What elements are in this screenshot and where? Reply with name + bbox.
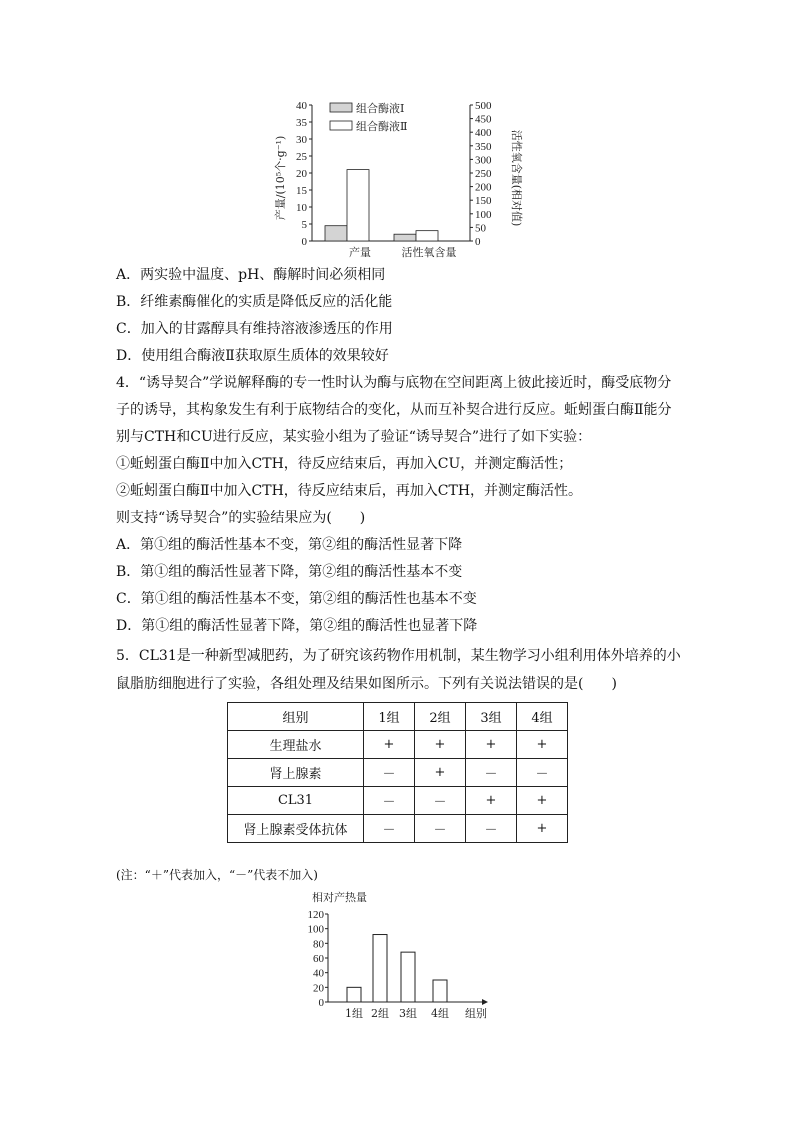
q5-stem-line: 5．CL31是一种新型减肥药，为了研究该药物作用机制，某生物学习小组利用体外培养的小	[116, 648, 681, 664]
table-cell: +	[415, 759, 466, 787]
table-row-label: 肾上腺素	[228, 759, 364, 787]
chart2-tick-label: 40	[313, 967, 324, 980]
chart1-right-axis-label: 活性氧含量(相对值)	[510, 129, 523, 227]
chart1-right-tick-label: 300	[475, 154, 492, 167]
chart1-bar-1-2	[394, 234, 416, 241]
chart2-category-label: 3组	[399, 1007, 417, 1020]
chart2-tick-label: 80	[313, 938, 324, 951]
chart1-right-tick-label: 150	[475, 195, 492, 208]
chart1-left-axis-label: 产量/(10⁵个·g⁻¹)	[274, 135, 287, 221]
table-row-label: 肾上腺素受体抗体	[228, 815, 364, 843]
table-row	[228, 815, 568, 843]
table-note: (注：“＋”代表加入，“－”代表不加入)	[116, 868, 318, 882]
q3-option-b: B．纤维素酶催化的实质是降低反应的活化能	[116, 294, 393, 310]
legend-label-2: 组合酶液Ⅱ	[356, 120, 408, 133]
q4-stem-line: 4．“诱导契合”学说解释酶的专一性时认为酶与底物在空间距离上彼此接近时，酶受底物分	[116, 375, 672, 391]
table-cell: +	[517, 815, 568, 843]
q4-stem-line: 则支持“诱导契合”的实验结果应为( )	[116, 510, 366, 526]
chart1-left-tick-label: 20	[296, 168, 307, 180]
chart2-bar-3	[401, 952, 415, 1002]
chart2-bars	[345, 935, 449, 1020]
chart2-category-label: 1组	[345, 1007, 363, 1020]
table-row	[228, 787, 568, 815]
q4-stem-line: ①蚯蚓蛋白酶Ⅱ中加入CTH，待反应结束后，再加入CU，并测定酶活性；	[116, 456, 573, 472]
chart2-y-ticks	[308, 909, 329, 1009]
chart1-legend	[330, 101, 407, 133]
chart1-bars	[325, 170, 438, 241]
table-cell: +	[415, 731, 466, 759]
table-header-cell: 1组	[364, 703, 415, 731]
table-cell: +	[517, 787, 568, 815]
chart2-x-axis-arrow	[482, 999, 488, 1005]
q4-stem-line: 别与CTH和CU进行反应，某实验小组为了验证“诱导契合”进行了如下实验：	[116, 429, 592, 445]
q4-option-a: A．第①组的酶活性基本不变，第②组的酶活性显著下降	[116, 537, 463, 553]
legend-swatch-1	[330, 103, 352, 112]
chart1-right-tick-label: 450	[475, 113, 492, 126]
chart1-category-1: 产量	[349, 246, 371, 259]
chart1-left-tick-label: 40	[296, 100, 307, 112]
chart1-left-ticks	[296, 100, 312, 248]
chart2-tick-label: 60	[313, 953, 324, 965]
chart1-right-tick-label: 50	[475, 222, 486, 235]
chart1-left-tick-label: 15	[296, 185, 307, 197]
chart1-right-tick-label: 350	[475, 140, 492, 153]
chart1-left-tick-label: 30	[296, 134, 307, 146]
legend-label-1: 组合酶液Ⅰ	[356, 102, 405, 115]
table-cell: －	[466, 759, 517, 787]
heat-bar-chart	[290, 888, 500, 1024]
chart1-left-tick-label: 0	[301, 236, 307, 248]
q3-option-d: D．使用组合酶液Ⅱ获取原生质体的效果较好	[116, 348, 389, 364]
chart2-tick-label: 0	[318, 997, 324, 1009]
chart2-tick-label: 20	[313, 982, 324, 995]
chart2-tick-label: 120	[307, 909, 324, 921]
table-cell: －	[364, 759, 415, 787]
enzyme-bar-chart	[270, 92, 530, 264]
table-cell: －	[364, 815, 415, 843]
q4-stem-line: ②蚯蚓蛋白酶Ⅱ中加入CTH，待反应结束后，再加入CTH，并测定酶活性。	[116, 483, 583, 499]
chart2-bar-4	[433, 980, 447, 1002]
chart1-bar-1-1	[325, 226, 347, 241]
chart2-bar-1	[347, 987, 361, 1002]
chart2-bar-2	[373, 935, 387, 1002]
table-cell: +	[364, 731, 415, 759]
legend-swatch-2	[330, 121, 352, 130]
table-cell: －	[415, 815, 466, 843]
chart2-y-axis-label: 相对产热量	[312, 891, 367, 904]
table-row-label: 生理盐水	[228, 731, 364, 759]
q5-stem-line: 鼠脂肪细胞进行了实验，各组处理及结果如图所示。下列有关说法错误的是( )	[116, 676, 617, 692]
chart1-right-tick-label: 200	[475, 181, 492, 194]
table-header-cell: 3组	[466, 703, 517, 731]
q3-option-c: C．加入的甘露醇具有维持溶液渗透压的作用	[116, 321, 393, 337]
chart2-category-label: 4组	[431, 1007, 449, 1020]
chart2-tick-label: 100	[307, 923, 324, 936]
q4-option-b: B．第①组的酶活性显著下降，第②组的酶活性基本不变	[116, 564, 463, 580]
table-row	[228, 759, 568, 787]
table-cell: +	[466, 787, 517, 815]
chart1-category-2: 活性氧含量	[401, 246, 457, 259]
q4-option-c: C．第①组的酶活性基本不变，第②组的酶活性也基本不变	[116, 591, 477, 607]
q3-option-a: A．两实验中温度、pH、酶解时间必须相同	[116, 267, 386, 283]
experiment-table	[227, 702, 568, 843]
q4-stem-line: 子的诱导，其构象发生有利于底物结合的变化，从而互补契合进行反应。蚯蚓蛋白酶Ⅱ能分	[116, 402, 672, 418]
table-cell: －	[517, 759, 568, 787]
chart1-bar-2-1	[347, 170, 369, 241]
chart1-left-tick-label: 25	[296, 151, 307, 163]
chart1-left-tick-label: 10	[296, 202, 307, 214]
chart1-right-tick-label: 400	[475, 127, 492, 140]
table-cell: －	[415, 787, 466, 815]
table-header-cell: 2组	[415, 703, 466, 731]
table-cell: －	[364, 787, 415, 815]
table-cell: +	[466, 731, 517, 759]
table-cell: +	[517, 731, 568, 759]
chart1-right-tick-label: 250	[475, 168, 492, 180]
chart1-right-tick-label: 500	[475, 100, 492, 112]
chart1-right-tick-label: 0	[475, 236, 481, 248]
table-header-cell: 组别	[228, 703, 364, 731]
q4-option-d: D．第①组的酶活性显著下降，第②组的酶活性也显著下降	[116, 618, 478, 634]
table-cell: －	[466, 815, 517, 843]
table-row-label: CL31	[228, 787, 364, 815]
chart2-category-label: 2组	[371, 1007, 389, 1020]
chart1-right-tick-label: 100	[475, 208, 492, 221]
chart1-left-tick-label: 5	[301, 219, 307, 231]
chart1-left-tick-label: 35	[296, 117, 307, 129]
table-row	[228, 731, 568, 759]
chart2-x-axis-label: 组别	[465, 1007, 487, 1020]
table-header-row	[228, 703, 568, 731]
chart1-bar-2-2	[416, 231, 438, 241]
chart1-right-ticks	[470, 100, 492, 248]
table-header-cell: 4组	[517, 703, 568, 731]
